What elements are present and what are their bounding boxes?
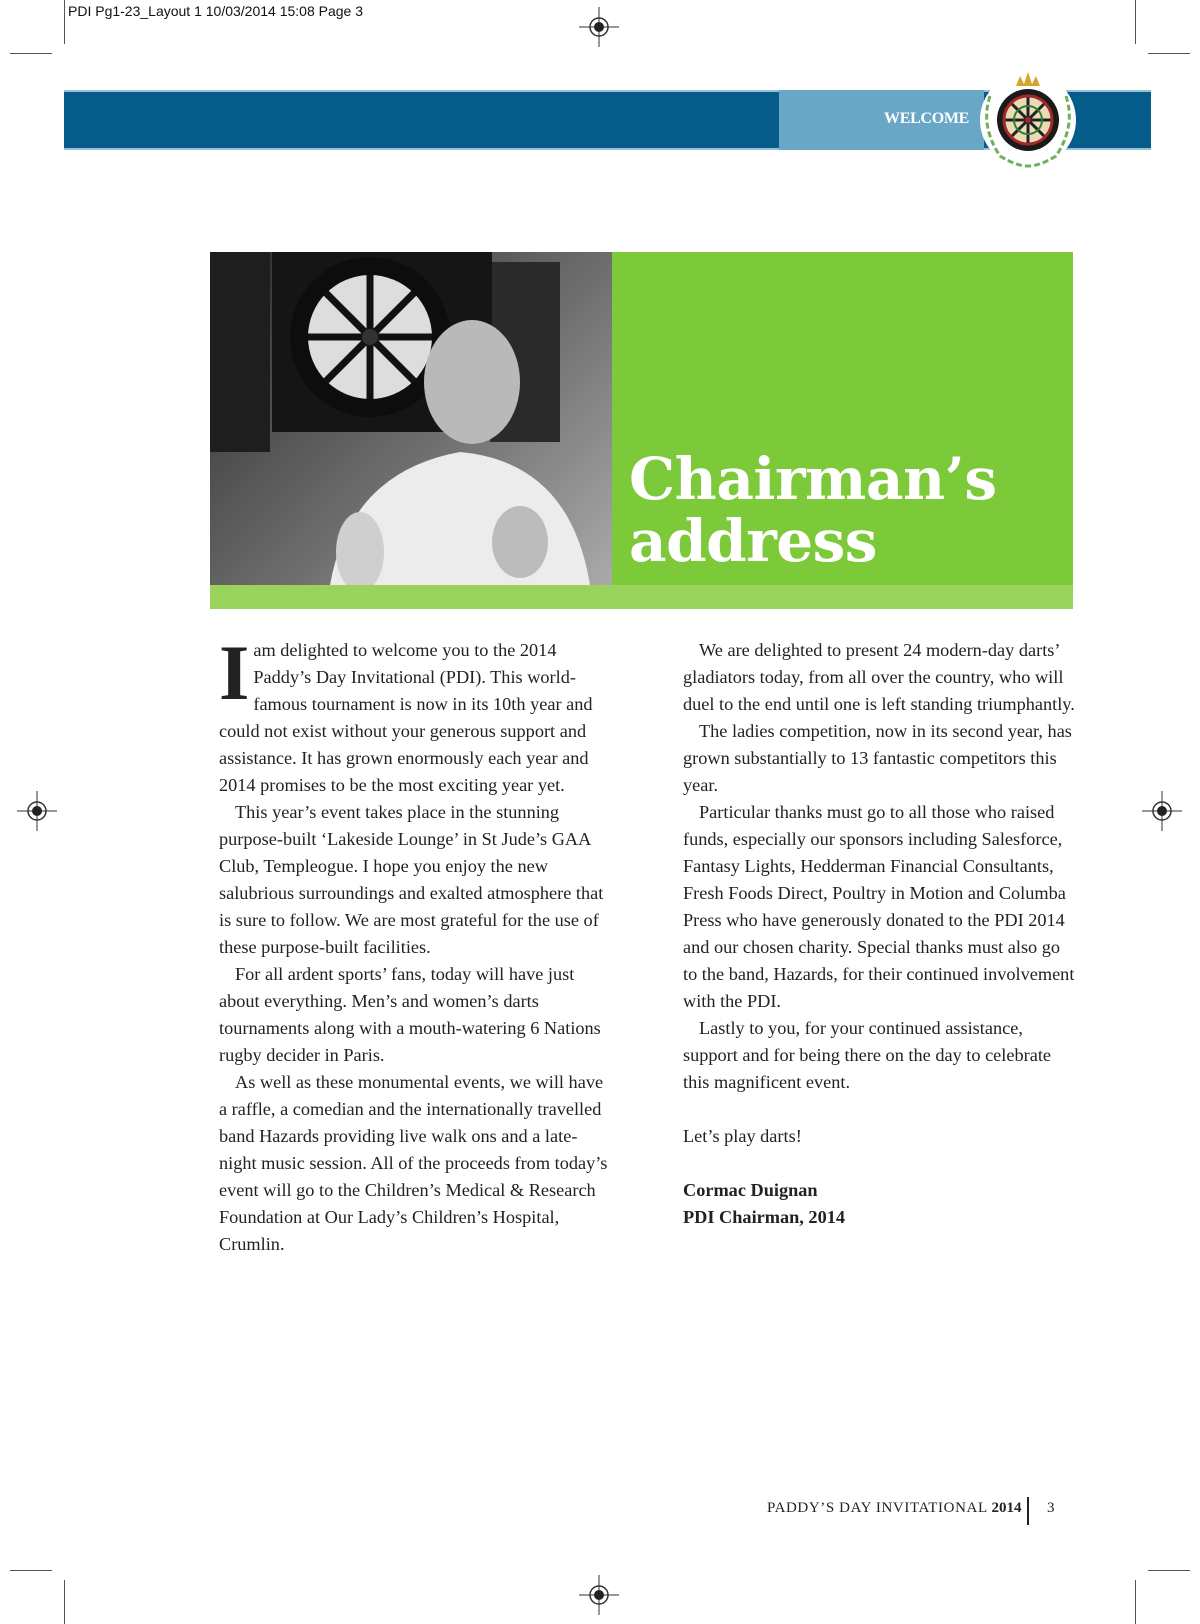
registration-mark-icon: [1142, 791, 1182, 831]
paragraph: This year’s event takes place in the stunning purpose-built ‘Lakeside Lounge’ in St Jude’s GAA Club, Templeogue. I hope you enjoy the new salubrious surroundings and exalted atmosphere that is sure to follow. We are most grateful for the use of these purpose-built facilities.: [219, 802, 604, 957]
drop-cap: I: [219, 629, 250, 716]
paragraph: We are delighted to present 24 modern-day darts’ gladiators today, from all over the country, who will duel to the end until one is left standing triumphantly.: [683, 640, 1075, 714]
crop-mark: [64, 0, 65, 44]
print-slug: PDI Pg1-23_Layout 1 10/03/2014 15:08 Page 3: [68, 3, 364, 19]
paragraph-text: am delighted to welcome you to the 2014 Paddy’s Day Invitational (PDI). This world-famous tournament is now in its 10th year and could not exist without your generous support and assistance. It has grown enormously each year and 2014 promises to be the most exciting year yet.: [219, 640, 593, 795]
publication-year: 2014: [991, 1500, 1022, 1516]
crop-mark: [1135, 1580, 1136, 1624]
footer-divider: [1027, 1497, 1029, 1525]
page-number: 3: [1047, 1500, 1055, 1516]
crop-mark: [10, 1570, 52, 1571]
paragraph: Lastly to you, for your continued assistance, support and for being there on the day to celebrate this magnificent event.: [683, 1018, 1052, 1092]
crop-mark: [1148, 1570, 1190, 1571]
hero-accent-strip: [210, 585, 1073, 609]
registration-mark-icon: [579, 7, 619, 47]
page-title: [629, 445, 997, 575]
closing-line: Let’s play darts!: [683, 1126, 802, 1146]
crop-mark: [10, 53, 52, 54]
publication-name: PADDY’S DAY INVITATIONAL: [767, 1500, 988, 1516]
crop-mark: [64, 1580, 65, 1624]
signature-title: PDI Chairman, 2014: [683, 1207, 845, 1227]
footer-publication: [767, 1500, 1022, 1517]
title-line-2: address: [629, 507, 877, 575]
left-column: [219, 629, 611, 1258]
crop-mark: [1135, 0, 1136, 44]
chairman-photo: [210, 252, 612, 585]
paragraph: As well as these monumental events, we will have a raffle, a comedian and the internationally travelled band Hazards providing live walk ons and a late-night music session. All of the proceeds from today’s event will go to the Children’s Medical & Research Foundation at Our Lady’s Children’s Hospital, Crumlin.: [219, 1072, 608, 1254]
paragraph: The ladies competition, now in its second year, has grown substantially to 13 fantastic competitors this year.: [683, 721, 1072, 795]
paragraph: For all ardent sports’ fans, today will have just about everything. Men’s and women’s darts tournaments along with a mouth-watering 6 Nations rugby decider in Paris.: [219, 964, 601, 1065]
registration-mark-icon: [579, 1575, 619, 1615]
photo-dartboard-player-icon: [210, 252, 612, 585]
paragraph: Particular thanks must go to all those who raised funds, especially our sponsors including Salesforce, Fantasy Lights, Hedderman Financial Consultants, Fresh Foods Direct, Poultry in Motion and Columba Press who have generously donated to the PDI 2014 and our chosen charity. Special thanks must also go to the band, Hazards, for their continued involvement with the PDI.: [683, 802, 1075, 1011]
section-label: WELCOME: [884, 110, 970, 127]
paragraph: [219, 629, 611, 799]
dartboard-laurel-logo-icon: [976, 66, 1080, 170]
registration-mark-icon: [17, 791, 57, 831]
signature-name: Cormac Duignan: [683, 1180, 818, 1200]
right-column: [683, 637, 1075, 1231]
title-line-1: Chairman’s: [629, 445, 997, 513]
crop-mark: [1148, 53, 1190, 54]
